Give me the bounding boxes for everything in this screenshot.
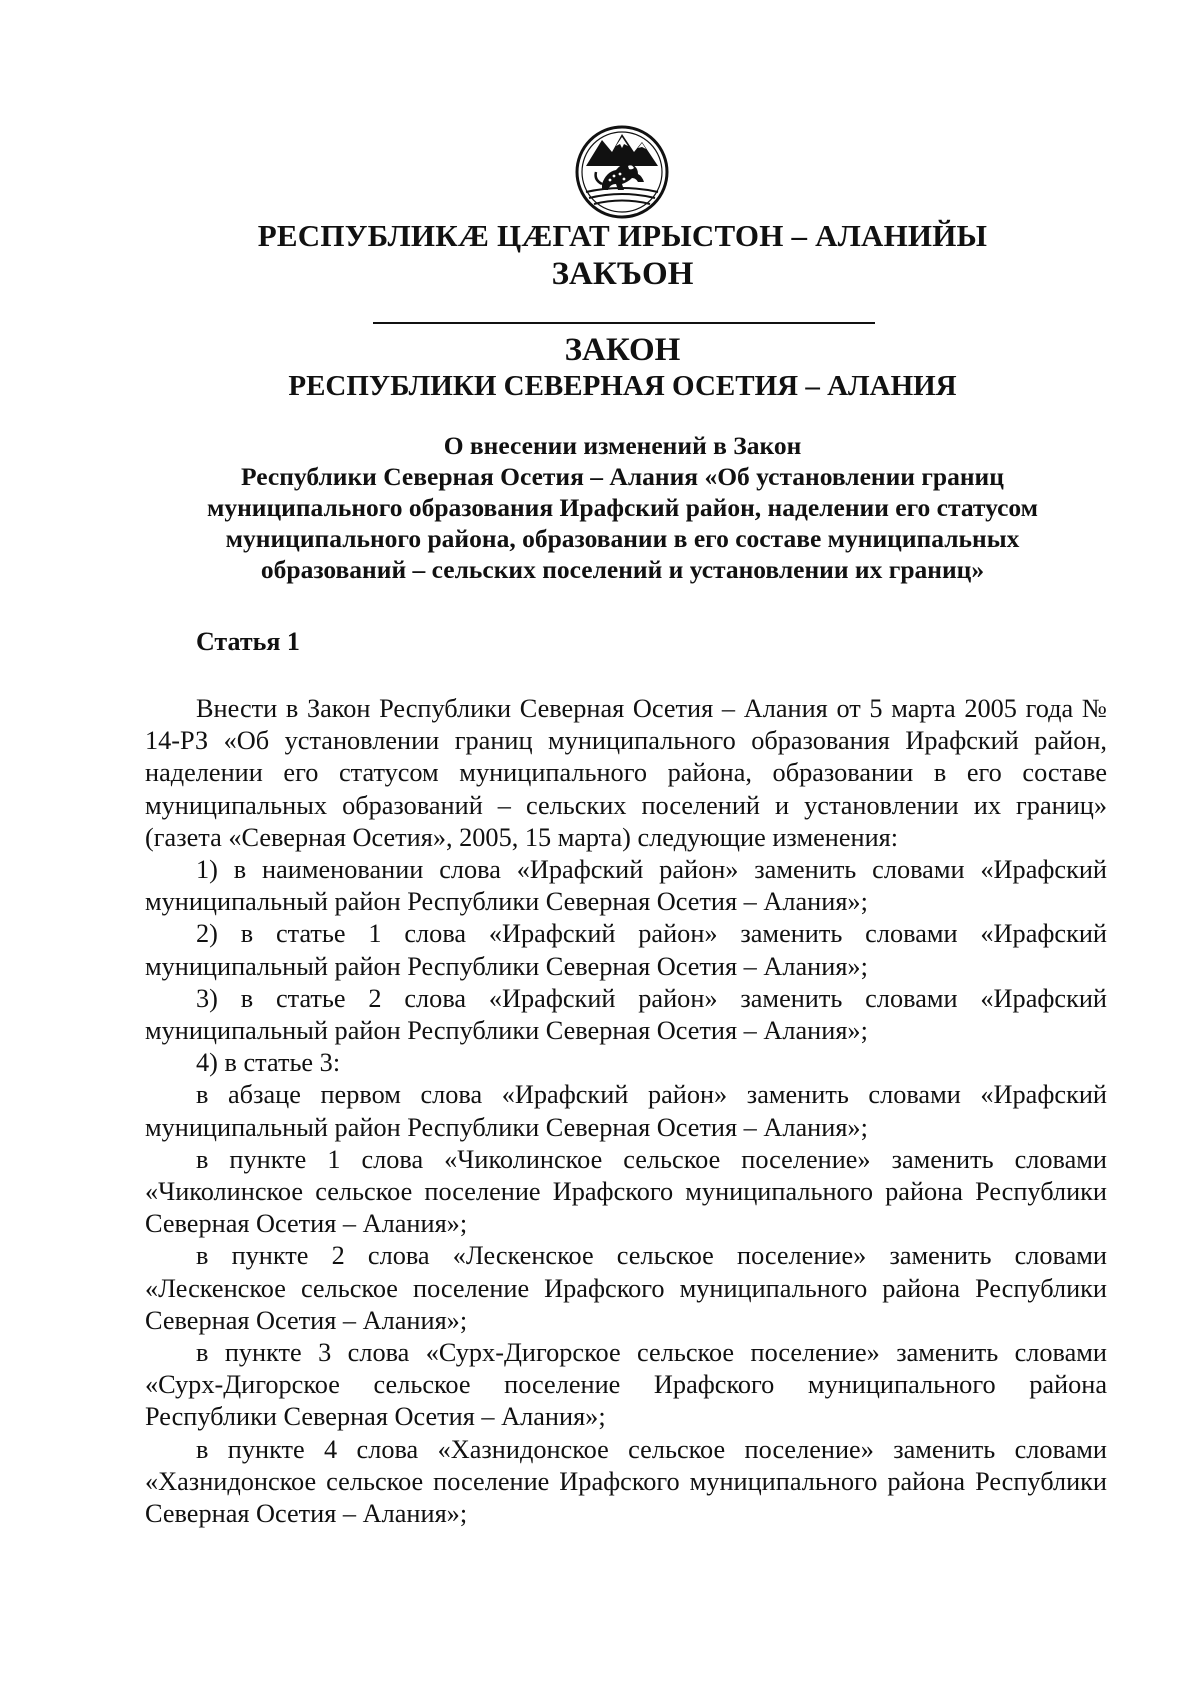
article-heading: Статья 1 xyxy=(196,627,300,656)
body-paragraph: в пункте 3 слова «Сурх-Дигорское сельское поселение» заменить словами «Сурх-Дигорское сельское поселение Ирафского муниципального района Республики Северная Осетия – Алания»; xyxy=(145,1338,1107,1432)
header-ossetian-republic: РЕСПУБЛИКӔ ЦӔГАТ ИРЫСТОН – АЛАНИЙЫ xyxy=(257,218,988,253)
body-paragraph: 1) в наименовании слова «Ирафский район» заменить словами «Ирафский муниципальный район Республики Северная Осетия – Алания»; xyxy=(145,855,1107,917)
law-title-line: образований – сельских поселений и установлении их границ» xyxy=(260,555,985,584)
law-title-line: О внесении изменений в Закон xyxy=(443,431,802,460)
body-paragraph: в пункте 1 слова «Чиколинское сельское поселение» заменить словами «Чиколинское сельское поселение Ирафского муниципального района Республики Северная Осетия – Алания»; xyxy=(145,1144,1107,1239)
law-title xyxy=(145,430,1100,585)
coat-of-arms-icon xyxy=(572,122,672,222)
header-russian-law: ЗАКОН xyxy=(564,332,681,368)
article-body xyxy=(145,693,1107,1530)
body-paragraph: в абзаце первом слова «Ирафский район» заменить словами «Ирафский муниципальный район Республики Северная Осетия – Алания»; xyxy=(145,1080,1107,1142)
body-paragraph: в пункте 2 слова «Лескенское сельское поселение» заменить словами «Лескенское сельское поселение Ирафского муниципального района Республики Северная Осетия – Алания»; xyxy=(145,1241,1107,1335)
body-paragraph: Внести в Закон Республики Северная Осетия – Алания от 5 марта 2005 года № 14-РЗ «Об установлении границ муниципального образования Ирафский район, наделении его статусом муниципального района, образовании в его составе муниципальных образований – сельских поселений и установлении их границ» (газета «Северная Осетия», 2005, 15 марта) следующие изменения: xyxy=(145,694,1107,852)
body-paragraph: в пункте 4 слова «Хазнидонское сельское поселение» заменить словами «Хазнидонское сельское поселение Ирафского муниципального района Республики Северная Осетия – Алания»; xyxy=(145,1434,1107,1529)
header-divider xyxy=(373,322,875,324)
header-russian-republic: РЕСПУБЛИКИ СЕВЕРНАЯ ОСЕТИЯ – АЛАНИЯ xyxy=(288,370,957,402)
law-title-line: муниципального образования Ирафский район, наделении его статусом xyxy=(206,493,1039,522)
body-paragraph: 4) в статье 3: xyxy=(196,1048,341,1078)
body-paragraph: 2) в статье 1 слова «Ирафский район» заменить словами «Ирафский муниципальный район Республики Северная Осетия – Алания»; xyxy=(145,919,1107,981)
law-title-line: Республики Северная Осетия – Алания «Об установлении границ xyxy=(241,462,1004,491)
body-paragraph: 3) в статье 2 слова «Ирафский район» заменить словами «Ирафский муниципальный район Республики Северная Осетия – Алания»; xyxy=(145,983,1107,1046)
header-ossetian-law: ЗАКЪОН xyxy=(551,256,694,292)
law-title-line: муниципального района, образовании в его составе муниципальных xyxy=(225,524,1020,553)
